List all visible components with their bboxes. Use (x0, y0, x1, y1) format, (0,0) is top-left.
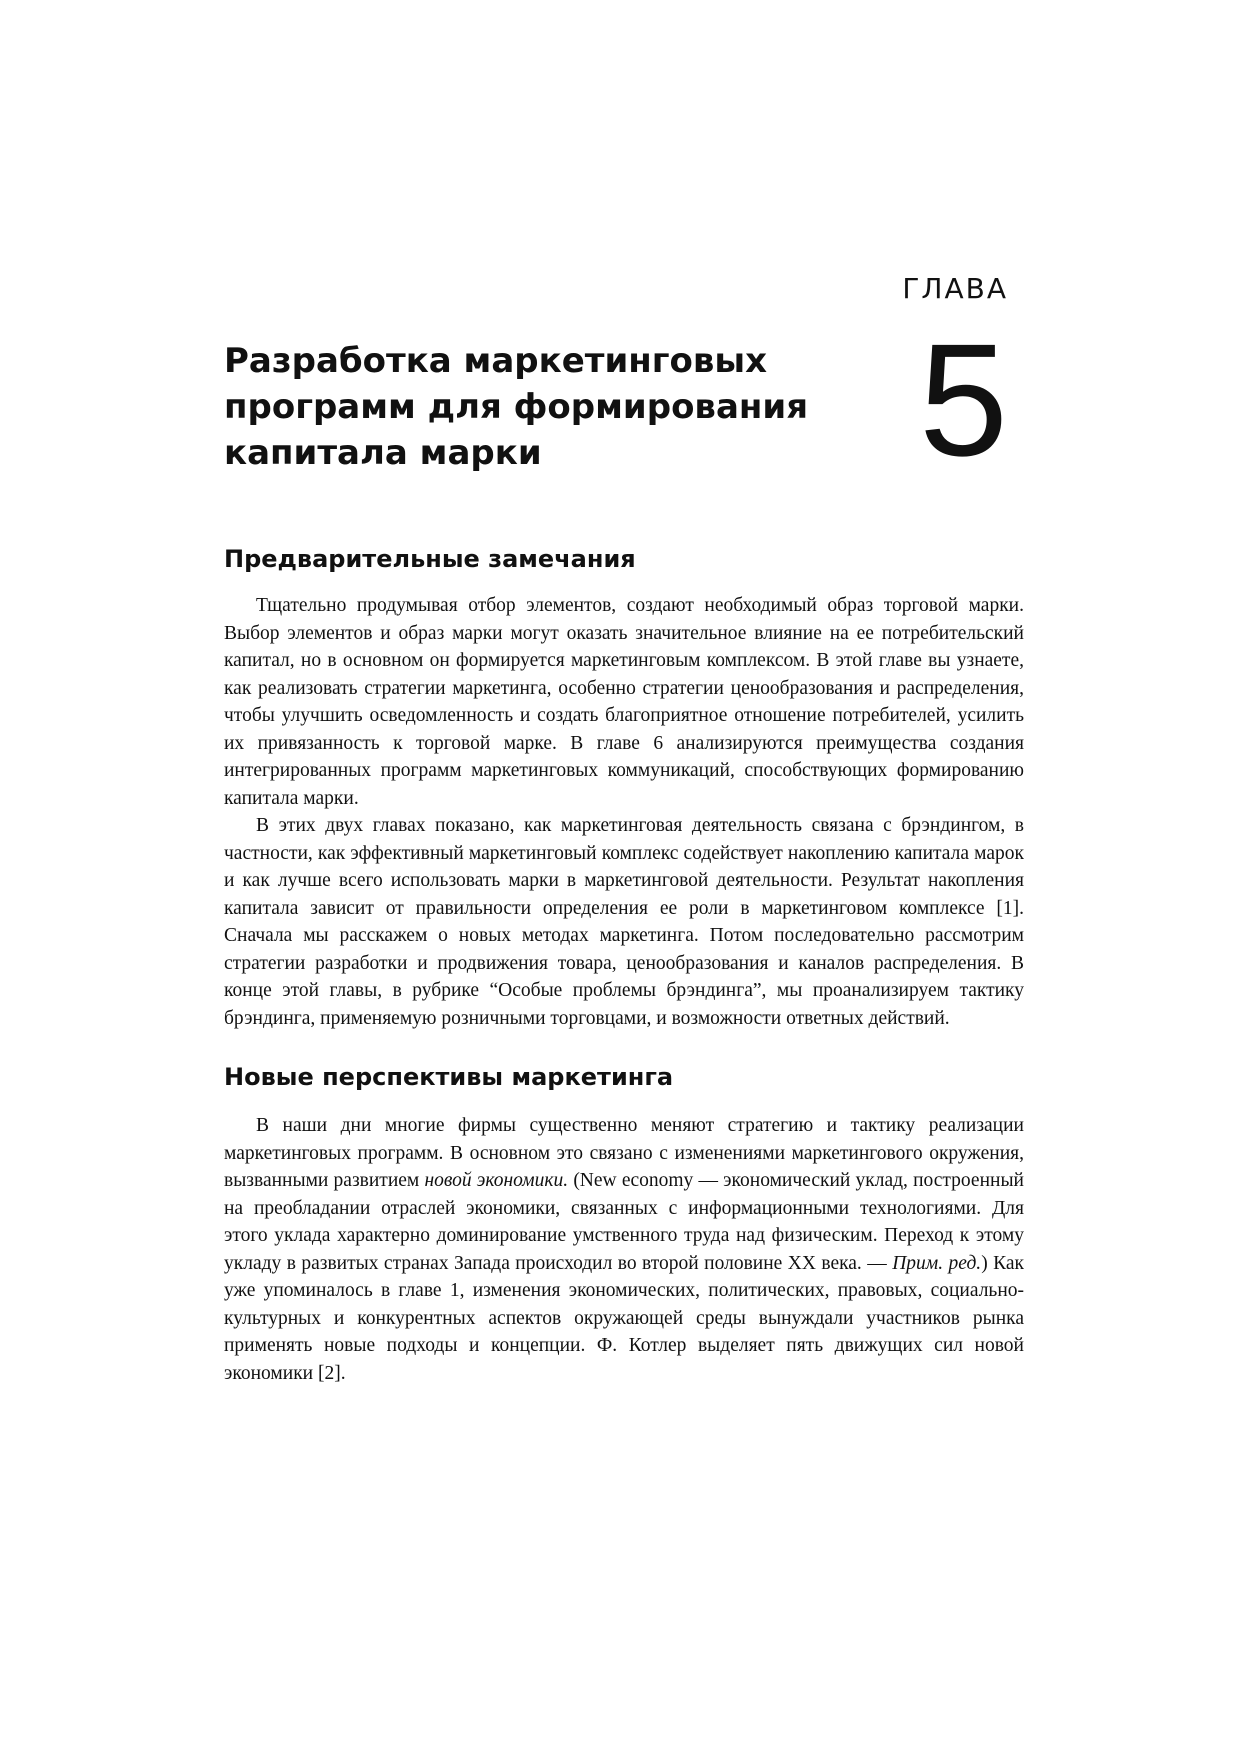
chapter-body (224, 544, 1024, 1387)
paragraph: В этих двух главах показано, как маркетинговая деятельность связана с брэндингом, в частности, как эффективный маркетинговый комплекс содействует накоплению капитала марок и как лучше всего использовать марки в маркетинговой деятельности. Результат накопления капитала зависит от правильности определения ее роли в маркетинговом комплексе [1]. Сначала мы расскажем о новых методах маркетинга. Потом последовательно рассмотрим стратегии разработки и продвижения товара, ценообразования и каналов распределения. В конце этой главы, в рубрике “Особые проблемы брэндинга”, мы проанализируем тактику брэндинга, применяемую розничными торговцами, и возможности ответных действий. (224, 815, 1024, 1029)
chapter-title (224, 338, 864, 476)
chapter-number: 5 (919, 310, 1008, 489)
paragraph-text: (New economy — экономический уклад, построенный на преобладании отраслей экономики, связанных с информационными технологиями. Для этого уклада характерно доминирование умственного труда над физическим. Переход к этому укладу в развитых странах Запада происходил во второй половине XX века. — (224, 1170, 1024, 1274)
italic-term: новой экономики. (424, 1170, 569, 1191)
paragraph-text: ) Как уже упоминалось в главе 1, изменения экономических, политических, правовых, социально-культурных и конкурентных аспектов окружающей среды вынуждали участников рынка применять новые подходы и концепции. Ф. Котлер выделяет пять движущих сил новой экономики [2]. (224, 1252, 1024, 1384)
paragraph (224, 1112, 1024, 1387)
section-heading: Предварительные замечания (224, 545, 636, 573)
chapter-title-line: программ для формирования (224, 387, 809, 427)
chapter-title-line: Разработка маркетинговых (224, 341, 768, 381)
paragraph-text: В наши дни многие фирмы существенно меняют стратегию и тактику реализации маркетинговых программ. В основном это связано с изменениями маркетингового окружения, вызванными развитием (224, 1115, 1024, 1191)
chapter-label: ГЛАВА (902, 272, 1008, 305)
chapter-title-line: капитала марки (224, 433, 542, 473)
section-heading: Новые перспективы маркетинга (224, 1063, 674, 1091)
paragraph: Тщательно продумывая отбор элементов, создают необходимый образ торговой марки. Выбор элементов и образ марки могут оказать значительное влияние на ее потребительский капитал, но в основном он формируется маркетинговым комплексом. В этой главе вы узнаете, как реализовать стратегии маркетинга, особенно стратегии ценообразования и распределения, чтобы улучшить осведомленность и создать благоприятное отношение потребителей, усилить их привязанность к торговой марке. В главе 6 анализируются преимущества создания интегрированных программ маркетинговых коммуникаций, способствующих формированию капитала марки. (224, 595, 1024, 809)
editor-note-marker: Прим. ред. (892, 1252, 982, 1274)
